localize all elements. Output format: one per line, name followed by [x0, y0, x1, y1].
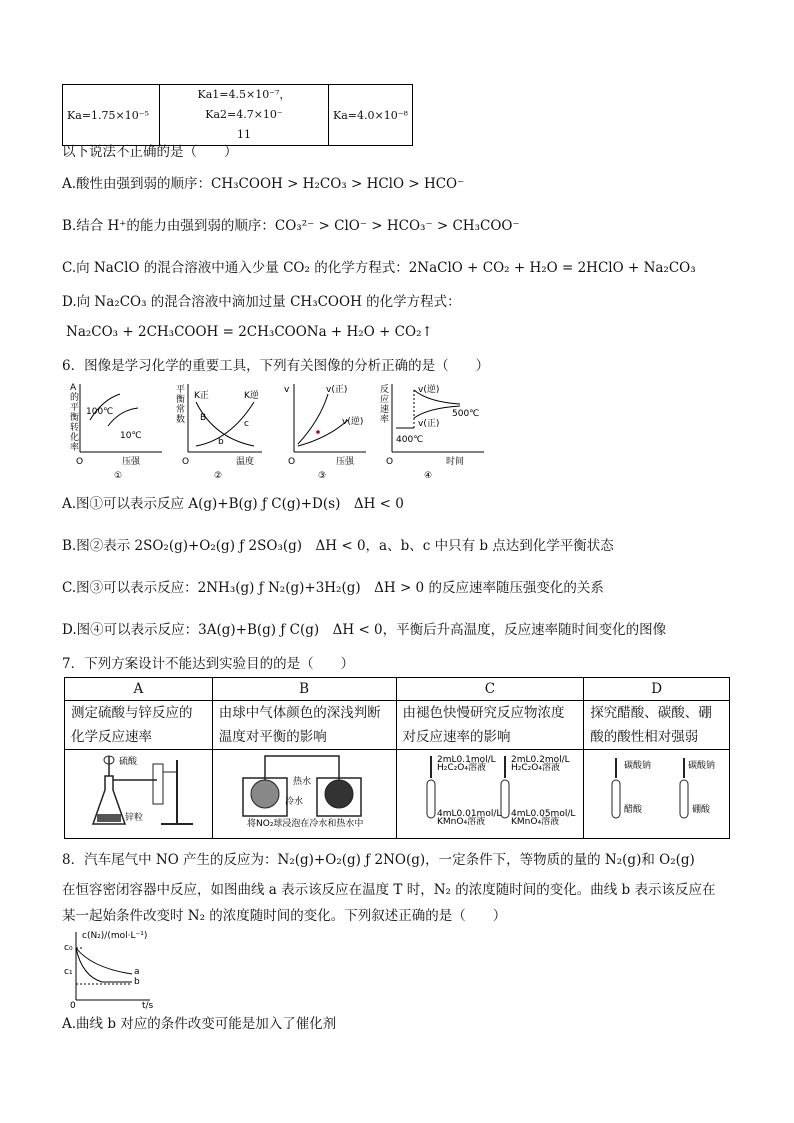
- q8-graph-curve-a: a: [134, 967, 140, 977]
- g2-k-reverse: K逆: [244, 391, 259, 401]
- img-c-label-8: KMnO₄溶液: [510, 817, 559, 827]
- q6-graph-1: [62, 380, 172, 480]
- q7-desc-b: [212, 701, 396, 750]
- g4-v-forward: v(正): [418, 419, 440, 429]
- g2-point-big-b: B: [200, 413, 207, 423]
- q6-option-c: C.图③可以表示反应：2NH₃(g) ƒ N₂(g)+3H₂(g) ΔH > 0 的反应速率随压强变化的关系: [62, 580, 604, 596]
- img-b-label-hot: 热水: [292, 777, 311, 787]
- g3-origin: O: [288, 457, 296, 467]
- q5-option-d-line1: D.向 Na₂CO₃ 的混合溶液中滴加过量 CH₃COOH 的化学方程式：: [62, 294, 461, 310]
- g3-number: ③: [318, 471, 327, 480]
- img-c-label-6: KMnO₄溶液: [436, 817, 485, 827]
- g1-xlabel: 压强: [122, 457, 141, 467]
- q7-desc-b-l2: 温度对平衡的影响: [218, 729, 327, 745]
- q8-option-a: A.曲线 b 对应的条件改变可能是加入了催化剂: [62, 1016, 337, 1032]
- img-d-label-1: 碳酸钠: [624, 761, 652, 771]
- g4-number: ④: [424, 471, 433, 480]
- q6-graph-4: [374, 380, 494, 480]
- q8-line-1: 8．汽车尾气中 NO 产生的反应为：N₂(g)+O₂(g) ƒ 2NO(g)，一定条件下，等物质的量的 N₂(g)和 O₂(g): [62, 852, 695, 868]
- g1-label-100c: 100℃: [86, 407, 114, 417]
- q7-stem: 7．下列方案设计不能达到实验目的的是（ ）: [62, 656, 355, 672]
- ka-cell-acetic: Ka=1.75×10⁻⁵: [63, 85, 160, 146]
- img-c-label-2: H₂C₂O₄溶液: [436, 763, 486, 773]
- q6-option-b: B.图②表示 2SO₂(g)+O₂(g) ƒ 2SO₃(g) ΔH < 0，a、b、c 中只有 b 点达到化学平衡状态: [62, 538, 614, 554]
- img-d-label-3: 醋酸: [624, 805, 643, 815]
- g2-point-b: b: [218, 437, 224, 447]
- g4-ylabel-1: 应: [380, 395, 390, 405]
- q7-header-b: B: [212, 678, 396, 701]
- g1-number: ①: [114, 471, 123, 480]
- q7-desc-d: [584, 701, 730, 750]
- g2-origin: O: [182, 457, 190, 467]
- img-a-label-zinc: 锌粒: [125, 813, 144, 823]
- img-c-label-1: 2mL0.1mol/L: [436, 755, 496, 765]
- q7-image-b: [212, 750, 396, 839]
- g3-xlabel: 压强: [336, 457, 355, 467]
- q7-header-c: C: [396, 678, 584, 701]
- q7-desc-c: [396, 701, 584, 750]
- img-a-label-acid: 硫酸: [119, 757, 138, 767]
- g1-origin: O: [76, 457, 84, 467]
- ka-table: [62, 84, 413, 146]
- q5-option-b: B.结合 H⁺的能力由强到弱的顺序：CO₃²⁻ > ClO⁻ > HCO₃⁻ > CH₃COO⁻: [62, 218, 520, 234]
- img-c-label-7: 4mL0.05mol/L: [510, 809, 575, 819]
- g2-ylabel-3: 数: [176, 415, 186, 425]
- q5-stem: 以下说法不正确的是（ ）: [62, 144, 238, 160]
- q7-header-a: A: [65, 678, 213, 701]
- g1-ylabel-4: 转: [70, 423, 80, 433]
- g1-ylabel-2: 平: [70, 403, 80, 413]
- apparatus-a-icon: [65, 750, 211, 830]
- g3-ylabel: v: [284, 385, 290, 395]
- q8-graph: [62, 928, 162, 1012]
- q8-graph-c0: c₀: [64, 943, 73, 953]
- g2-ylabel-1: 衡: [176, 395, 186, 405]
- ka-carbonic-line1: Ka1=4.5×10⁻⁷，Ka2=4.7×10⁻: [197, 88, 291, 121]
- q8-graph-c1: c₁: [64, 967, 73, 977]
- g2-ylabel-0: 平: [176, 385, 186, 395]
- g4-ylabel-2: 速: [380, 405, 390, 415]
- q6-graph-3: [280, 380, 370, 480]
- q8-line-3: 某一起始条件改变时 N₂ 的浓度随时间的变化。下列叙述正确的是（ ）: [62, 908, 507, 924]
- g4-origin: O: [386, 457, 394, 467]
- g1-ylabel-6: 率: [70, 443, 80, 453]
- apparatus-b-icon: [213, 750, 395, 830]
- g4-ylabel-0: 反: [380, 385, 390, 395]
- q8-graph-xlabel: t/s: [142, 1001, 154, 1011]
- q7-desc-a-l2: 化学反应速率: [71, 729, 152, 745]
- ka-cell-carbonic: [160, 85, 329, 146]
- q5-option-c: C.向 NaClO 的混合溶液中通入少量 CO₂ 的化学方程式：2NaClO + CO₂ + H₂O = 2HClO + Na₂CO₃: [62, 260, 696, 276]
- apparatus-d-icon: [584, 750, 728, 830]
- g2-point-c: c: [244, 419, 249, 429]
- q7-desc-d-l1: 探究醋酸、碳酸、硼: [590, 705, 712, 721]
- img-b-label-cold: 冷水: [284, 797, 303, 807]
- q7-desc-c-l2: 对反应速率的影响: [402, 729, 511, 745]
- g3-v-forward: v(正): [326, 385, 348, 395]
- ka-carbonic-line2: 11: [237, 128, 251, 141]
- q7-image-d: [584, 750, 730, 839]
- img-b-caption: 将NO₂球浸泡在冷水和热水中: [246, 819, 364, 829]
- g2-ylabel-2: 常: [176, 405, 186, 415]
- q8-graph-curve-b: b: [134, 977, 140, 987]
- img-c-label-3: 2mL0.2mol/L: [510, 755, 570, 765]
- g2-k-forward: K正: [194, 391, 209, 401]
- g2-number: ②: [214, 471, 223, 480]
- g1-ylabel-5: 化: [70, 433, 80, 443]
- g4-ylabel-3: 率: [380, 415, 390, 425]
- q7-image-c: [396, 750, 584, 839]
- g4-v-reverse: v(逆): [418, 385, 440, 395]
- q6-stem: 6．图像是学习化学的重要工具，下列有关图像的分析正确的是（ ）: [62, 358, 490, 374]
- g4-xlabel: 时间: [446, 457, 465, 467]
- q7-desc-b-l1: 由球中气体颜色的深浅判断: [218, 705, 381, 721]
- q7-desc-c-l1: 由褪色快慢研究反应物浓度: [402, 705, 565, 721]
- q7-desc-a-l1: 测定硫酸与锌反应的: [71, 705, 193, 721]
- g1-ylabel-3: 衡: [70, 413, 80, 423]
- img-d-label-4: 硼酸: [692, 805, 711, 815]
- apparatus-c-icon: [397, 750, 583, 830]
- q6-option-d: D.图④可以表示反应：3A(g)+B(g) ƒ C(g) ΔH < 0，平衡后升高温度，反应速率随时间变化的图像: [62, 622, 667, 638]
- img-d-label-2: 碳酸钠: [688, 761, 716, 771]
- g1-ylabel-0: A: [70, 383, 77, 393]
- q7-desc-d-l2: 酸的酸性相对强弱: [590, 729, 699, 745]
- g2-xlabel: 温度: [236, 457, 255, 467]
- img-c-label-4: H₂C₂O₄溶液: [510, 763, 560, 773]
- ka-cell-hclo: Ka=4.0×10⁻⁸: [329, 85, 413, 146]
- g3-v-reverse: v(逆): [342, 417, 364, 427]
- q8-graph-ylabel: c(N₂)/(mol·L⁻¹): [82, 931, 148, 941]
- q5-option-d-line2: Na₂CO₃ + 2CH₃COOH = 2CH₃COONa + H₂O + CO₂↑: [66, 324, 433, 340]
- q7-table: [64, 677, 730, 839]
- g1-ylabel-1: 的: [70, 393, 80, 403]
- q8-line-2: 在恒容密闭容器中反应，如图曲线 a 表示该反应在温度 T 时，N₂ 的浓度随时间的变化。曲线 b 表示该反应在: [62, 882, 716, 898]
- q8-graph-origin: 0: [70, 1001, 76, 1011]
- q6-option-a: A.图①可以表示反应 A(g)+B(g) ƒ C(g)+D(s) ΔH < 0: [62, 496, 404, 512]
- q6-graph-2: [170, 380, 270, 480]
- g1-label-10c: 10℃: [120, 431, 142, 441]
- g4-temp-high: 500℃: [452, 409, 480, 419]
- q7-header-d: D: [584, 678, 730, 701]
- img-c-label-5: 4mL0.01mol/L: [436, 809, 501, 819]
- q5-option-a: A.酸性由强到弱的顺序：CH₃COOH > H₂CO₃ > HClO > HCO⁻: [62, 176, 465, 192]
- g4-temp-low: 400℃: [396, 435, 424, 445]
- q7-desc-a: [65, 701, 213, 750]
- q7-image-a: [65, 750, 213, 839]
